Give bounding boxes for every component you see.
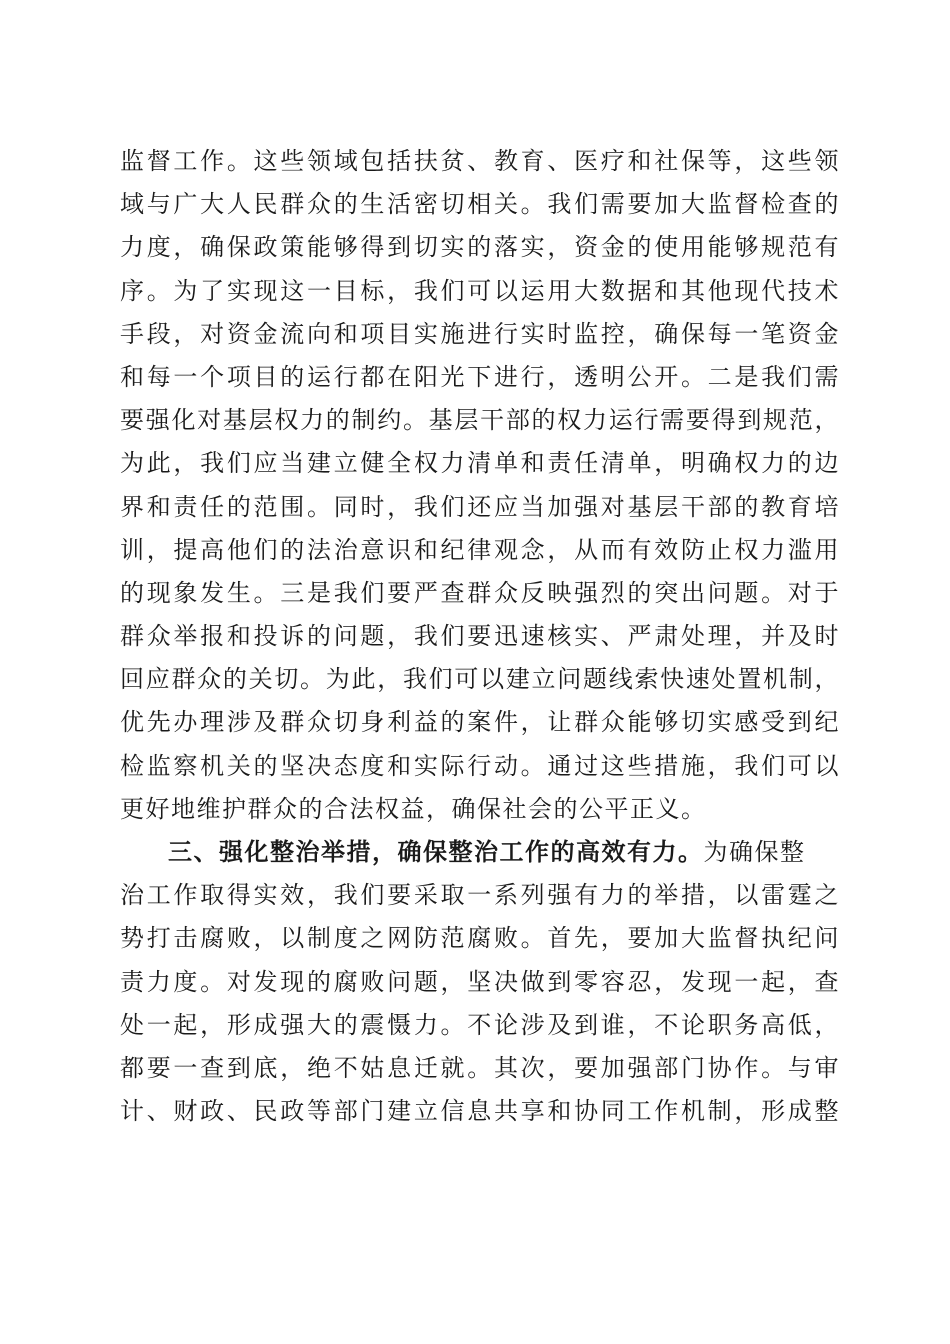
section-intro-text: 为确保整	[703, 838, 806, 866]
text-line: 要强化对基层权力的制约。基层干部的权力运行需要得到规范，	[120, 406, 840, 435]
text-line: 域与广大人民群众的生活密切相关。我们需要加大监督检查的	[120, 190, 840, 219]
text-line: 检监察机关的坚决态度和实际行动。通过这些措施，我们可以	[120, 751, 840, 780]
text-line: 优先办理涉及群众切身利益的案件，让群众能够切实感受到纪	[120, 708, 840, 737]
section-heading: 三、强化整治举措，确保整治工作的高效有力。	[168, 838, 704, 866]
text-line: 计、财政、民政等部门建立信息共享和协同工作机制，形成整	[120, 1097, 840, 1126]
text-line: 都要一查到底，绝不姑息迁就。其次，要加强部门协作。与审	[120, 1053, 840, 1082]
text-line: 责力度。对发现的腐败问题，坚决做到零容忍，发现一起，查	[120, 967, 840, 996]
text-line: 为此，我们应当建立健全权力清单和责任清单，明确权力的边	[120, 449, 840, 478]
text-line: 手段，对资金流向和项目实施进行实时监控，确保每一笔资金	[120, 319, 840, 348]
text-line: 势打击腐败，以制度之网防范腐败。首先，要加大监督执纪问	[120, 924, 840, 953]
text-line: 力度，确保政策能够得到切实的落实，资金的使用能够规范有	[120, 233, 840, 262]
text-line: 处一起，形成强大的震慑力。不论涉及到谁，不论职务高低，	[120, 1010, 840, 1039]
text-line: 回应群众的关切。为此，我们可以建立问题线索快速处置机制，	[120, 665, 840, 694]
text-line: 监督工作。这些领域包括扶贫、教育、医疗和社保等，这些领	[120, 147, 840, 175]
text-line: 群众举报和投诉的问题，我们要迅速核实、严肃处理，并及时	[120, 622, 840, 651]
text-line: 界和责任的范围。同时，我们还应当加强对基层干部的教育培	[120, 492, 840, 521]
text-line: 治工作取得实效，我们要采取一系列强有力的举措，以雷霆之	[120, 881, 840, 910]
body-text	[120, 140, 840, 1133]
text-line: 和每一个项目的运行都在阳光下进行，透明公开。二是我们需	[120, 362, 840, 391]
text-line: 训，提高他们的法治意识和纪律观念，从而有效防止权力滥用	[120, 535, 840, 564]
text-line: 序。为了实现这一目标，我们可以运用大数据和其他现代技术	[120, 276, 840, 305]
paragraph-last-line: 更好地维护群众的合法权益，确保社会的公平正义。	[120, 794, 707, 823]
section-heading-line	[120, 831, 840, 874]
text-line: 的现象发生。三是我们要严查群众反映强烈的突出问题。对于	[120, 578, 840, 607]
